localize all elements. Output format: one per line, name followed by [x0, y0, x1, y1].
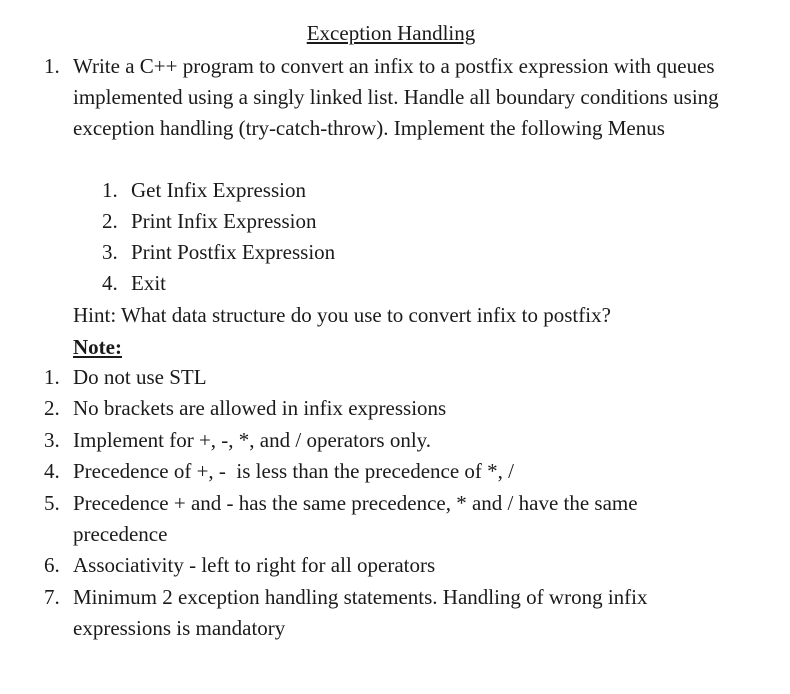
menu-item-number: 4.: [102, 271, 118, 295]
note-item: Do not use STL: [73, 365, 207, 389]
menu-item-number: 2.: [102, 209, 118, 233]
note-number: 6.: [44, 553, 60, 577]
menu-item-exit: Exit: [131, 271, 166, 295]
question-line-2: implemented using a singly linked list. Handle all boundary conditions using: [73, 85, 719, 109]
menu-item-get-infix: Get Infix Expression: [131, 178, 306, 202]
note-number: 4.: [44, 459, 60, 483]
question-line-3: exception handling (try-catch-throw). Implement the following Menus: [73, 116, 665, 140]
note-item-continued: expressions is mandatory: [73, 616, 286, 640]
menu-item-number: 1.: [102, 178, 118, 202]
note-number: 3.: [44, 428, 60, 452]
menu-item-print-infix: Print Infix Expression: [131, 209, 317, 233]
hint-text: Hint: What data structure do you use to convert infix to postfix?: [73, 303, 611, 327]
note-item: Implement for +, -, *, and / operators only.: [73, 428, 432, 452]
note-number: 5.: [44, 491, 60, 515]
question-number: 1.: [44, 54, 60, 78]
note-item: No brackets are allowed in infix expressions: [73, 396, 447, 420]
menu-item-print-postfix: Print Postfix Expression: [131, 240, 336, 264]
note-item: Associativity - left to right for all operators: [73, 553, 436, 577]
note-item-continued: precedence: [73, 522, 168, 546]
menu-item-number: 3.: [102, 240, 118, 264]
question-line-1: Write a C++ program to convert an infix to a postfix expression with queues: [73, 54, 715, 78]
note-number: 7.: [44, 585, 60, 609]
note-item: Precedence of +, - is less than the precedence of *, /: [73, 459, 514, 483]
page-title: Exception Handling: [306, 21, 476, 45]
note-number: 2.: [44, 396, 60, 420]
note-item: Precedence + and - has the same precedence, * and / have the same: [73, 491, 638, 515]
note-item: Minimum 2 exception handling statements. Handling of wrong infix: [73, 585, 648, 609]
note-heading: Note:: [73, 335, 122, 359]
note-number: 1.: [44, 365, 60, 389]
